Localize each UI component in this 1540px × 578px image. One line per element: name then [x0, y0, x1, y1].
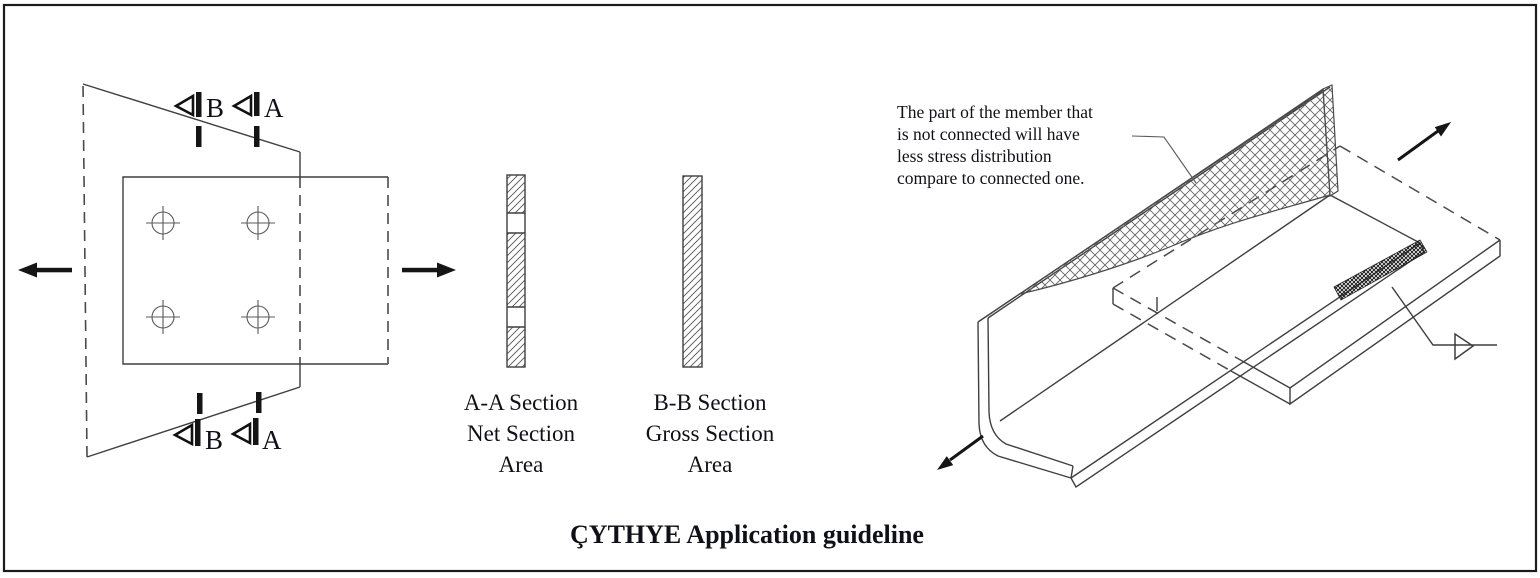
- aa-section-label: [464, 390, 579, 477]
- bolt-hole: [241, 300, 275, 334]
- section-letter-a-top: A: [264, 93, 284, 123]
- angle-near-end-outer: [978, 322, 1071, 478]
- angle-leg-far-end-edge: [1330, 195, 1420, 243]
- section-letter-b-bottom: B: [205, 425, 224, 455]
- annotation-line4: compare to connected one.: [897, 168, 1085, 188]
- tension-arrow-upper: [1398, 122, 1451, 160]
- tension-arrow-lower: [937, 436, 983, 470]
- angle-near-end-inner: [988, 318, 1073, 466]
- section-arrow-icon: [234, 96, 251, 115]
- section-marker-b-bottom: [175, 393, 223, 455]
- annotation-line3: less stress distribution: [897, 146, 1052, 166]
- weld-bead-strip: [1334, 240, 1427, 300]
- section-letter-a-bottom: A: [262, 425, 282, 455]
- bolt-hole: [241, 206, 275, 240]
- sheet-border: [4, 5, 1536, 571]
- section-marker-a-bottom: [233, 392, 282, 455]
- bolt-hole: [146, 300, 180, 334]
- bolt-holes: [146, 206, 275, 334]
- bb-section-label: [646, 390, 775, 477]
- aa-label-line2: Net Section: [467, 421, 575, 446]
- aa-label-line3: Area: [498, 452, 544, 477]
- section-arrow-icon: [233, 424, 250, 443]
- section-letter-b-top: B: [206, 93, 225, 123]
- section-marker-b-top: [176, 92, 224, 147]
- plate-front-left-edge: [1244, 362, 1290, 388]
- load-arrow-left: [18, 263, 72, 278]
- bb-section-bar: [683, 176, 702, 367]
- weld-symbol: [1392, 287, 1497, 359]
- aa-section-bar: [507, 175, 525, 367]
- plate-top-right-edge-hidden: [1340, 146, 1500, 240]
- bb-label-line1: B-B Section: [653, 390, 767, 415]
- splice-plate: [123, 177, 388, 364]
- isometric-view: [897, 85, 1500, 487]
- bb-label-line2: Gross Section: [645, 421, 775, 446]
- gusset-left-edge-hidden: [83, 84, 87, 457]
- load-arrow-right: [402, 263, 456, 278]
- gusset-outline: [83, 84, 300, 457]
- section-marker-a-top: [234, 92, 284, 147]
- annotation-note: [897, 102, 1196, 188]
- aa-label-line1: A-A Section: [463, 390, 579, 415]
- section-views: [464, 175, 775, 477]
- splice-plate-edges: [123, 177, 388, 364]
- annotation-leader-line: [1132, 136, 1196, 183]
- plan-view: [18, 84, 456, 457]
- section-arrow-icon: [176, 96, 193, 115]
- bb-label-line3: Area: [687, 452, 733, 477]
- drawing-caption: ÇYTHYE Application guideline: [570, 520, 924, 549]
- plate-bottom-left-edge-hidden: [1113, 304, 1231, 371]
- annotation-line1: The part of the member that: [897, 102, 1093, 122]
- fillet-weld-icon: [1455, 334, 1473, 359]
- bolt-hole: [146, 206, 180, 240]
- annotation-line2: is not connected will have: [897, 124, 1080, 144]
